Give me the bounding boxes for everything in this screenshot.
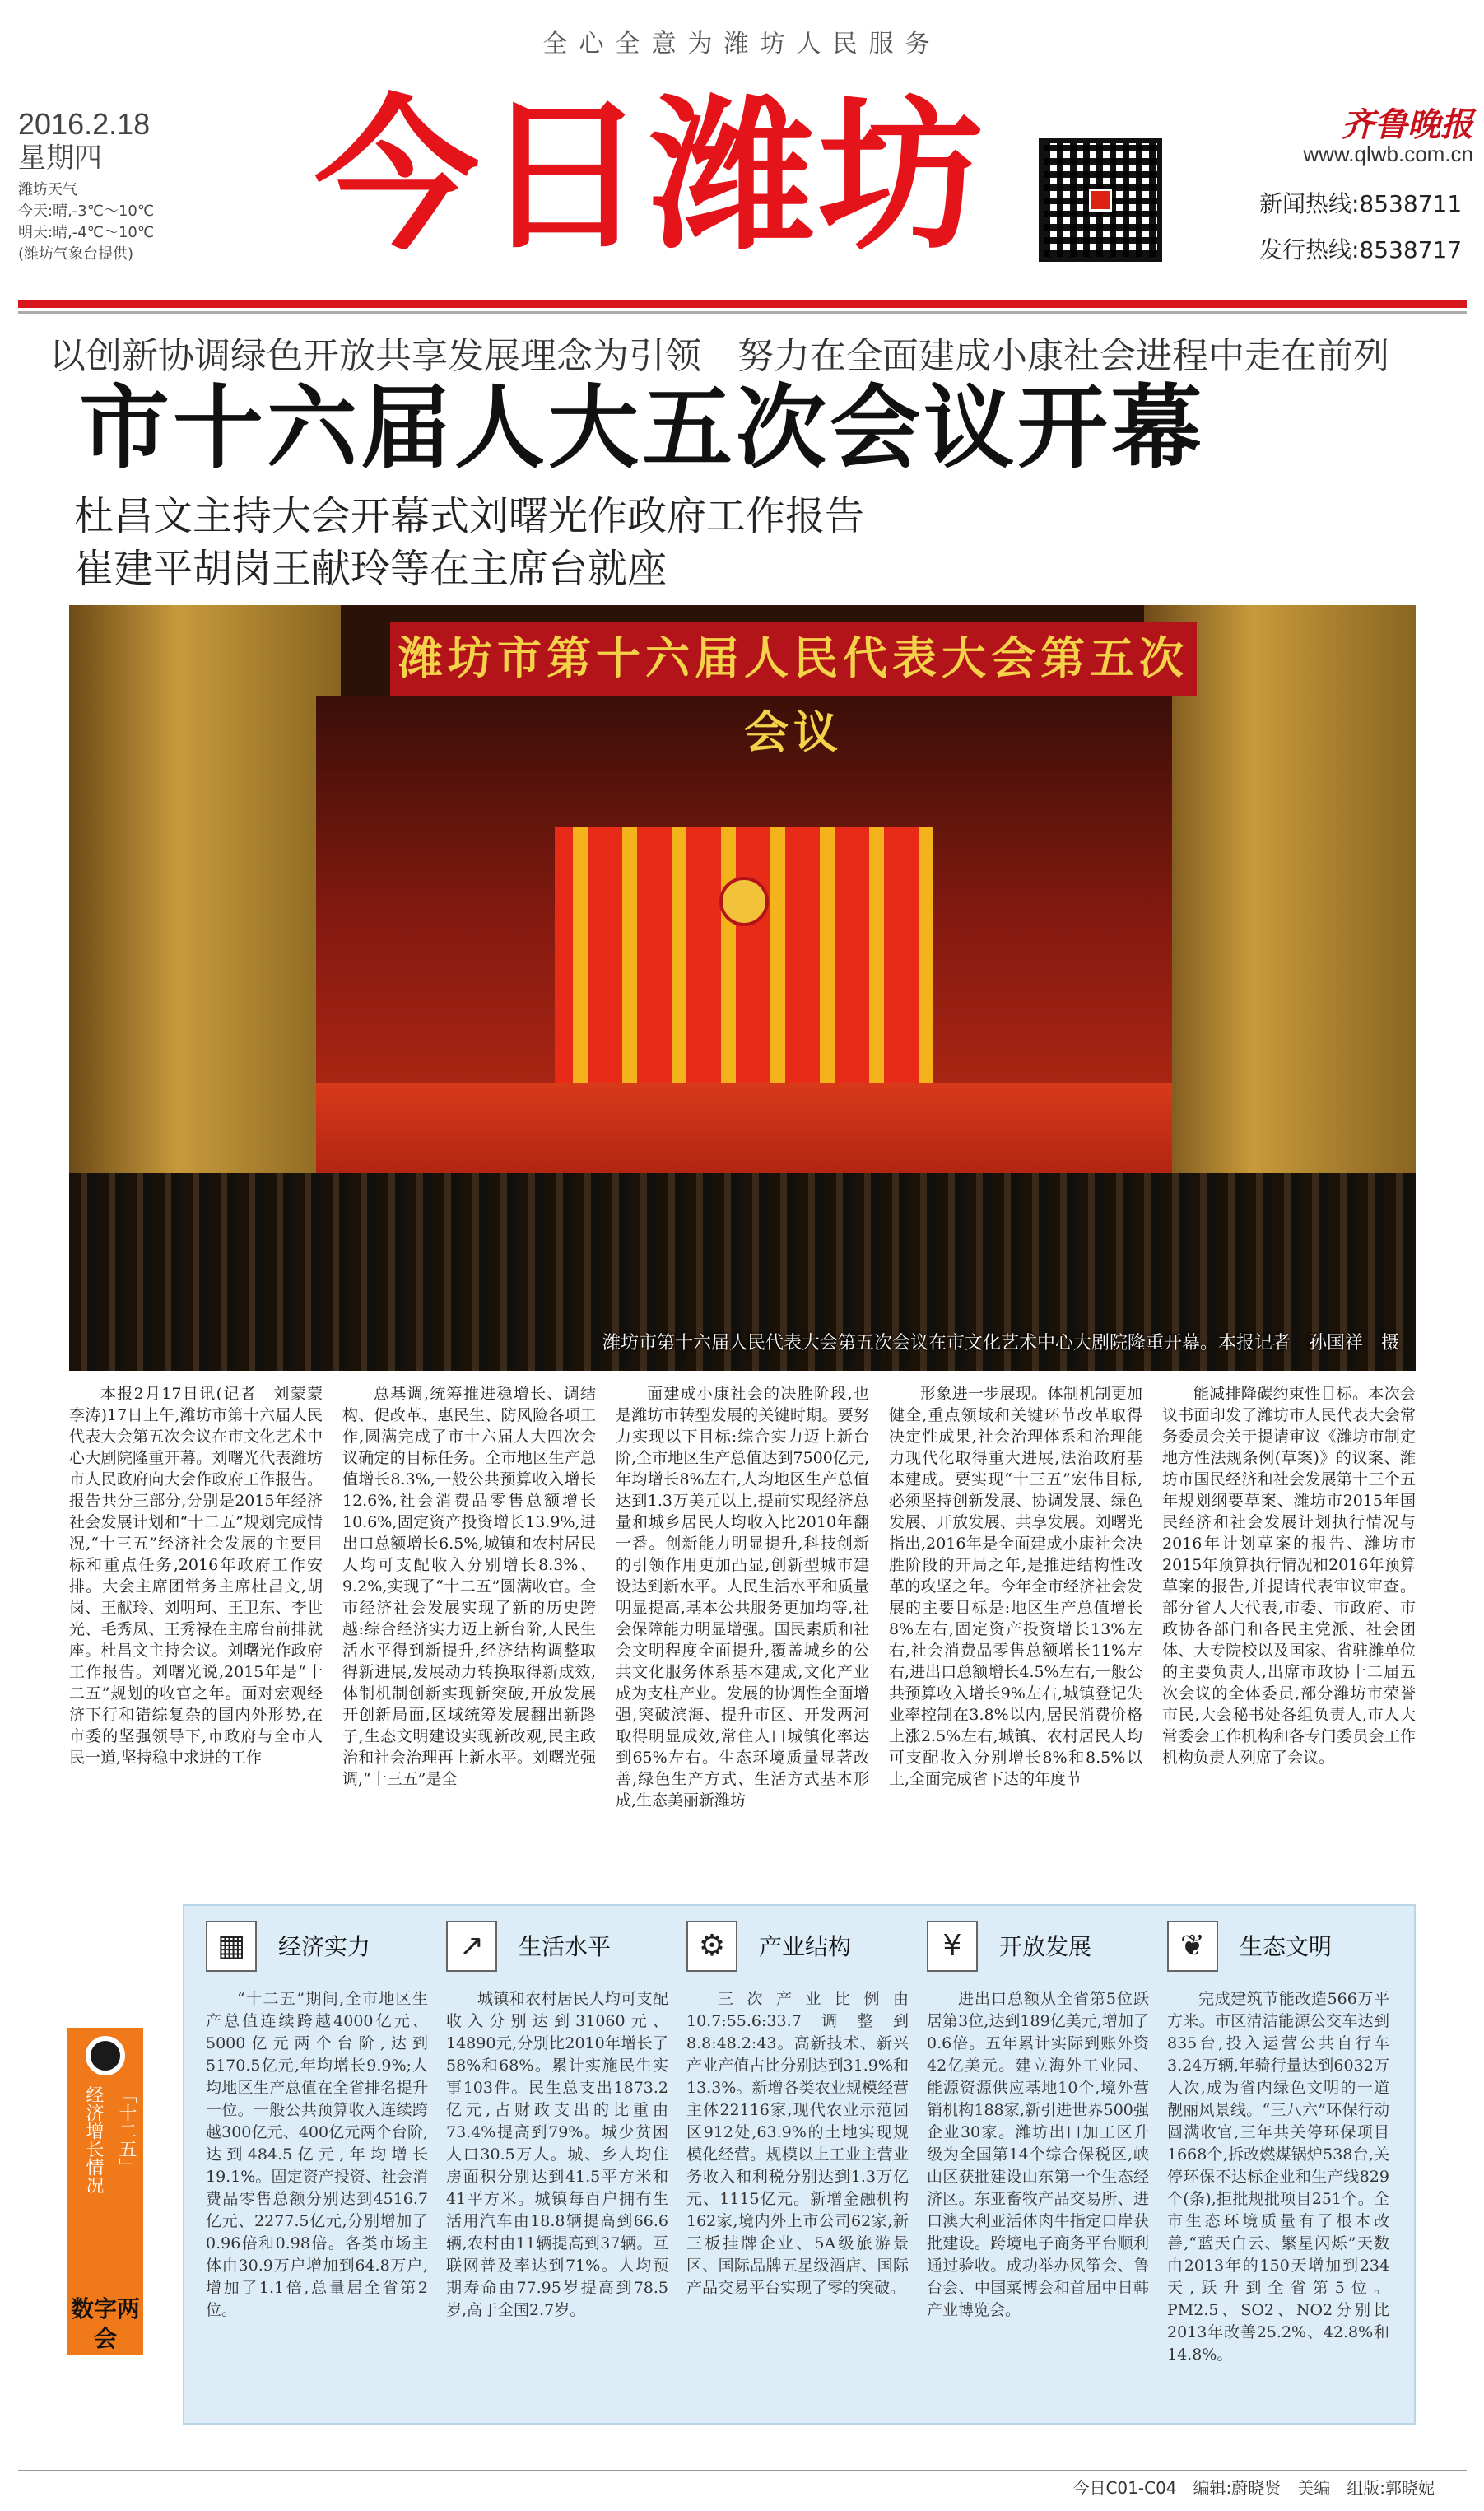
sidebar-text-1: 经济增长情况 xyxy=(83,2085,104,2194)
article-subhead-1: 杜昌文主持大会开幕式刘曙光作政府工作报告 xyxy=(74,493,865,539)
date-weather-block xyxy=(18,107,265,265)
infobox-tab-label: 产业结构 xyxy=(759,1933,852,1960)
infobox-text-industry xyxy=(686,1988,909,2416)
qr-code-icon[interactable] xyxy=(1039,138,1162,262)
page-footer: 今日C01-C04 编辑:蔚晓贤 美编 组版:郭晓妮 xyxy=(1072,2478,1435,2498)
infobox-paragraph: “十二五”期间,全市地区生产总值连续跨越4000亿元、5000亿元两个台阶,达到5170.5亿元,年均增长9.9%;人均地区生产总值在全省排名提升一位。一般公共预算收入连续跨越300亿元、400亿元两个台阶,达到484.5亿元,年均增长19.1%。固定资产投资、社会消费品零售总额分别达到4516.7亿元、2277.5亿元,分别增加了0.96倍和0.98倍。各类市场主体由30.9万户增加到64.8万户,增加了1.1倍,总量居全省第2位。 xyxy=(206,1990,428,2319)
article-paragraph: 总基调,统筹推进稳增长、调结构、促改革、惠民生、防风险各项工作,圆满完成了市十六届人大四次会议确定的目标任务。全市地区生产总值增长8.3%,一般公共预算收入增长12.6%,社会消费品零售总额增长10.6%,固定资产投资增长13.9%,进出口总额增长6.5%,城镇和农村居民人均可支配收入分别增长8.3%、9.2%,实现了“十二五”圆满收官。全市经济社会发展实现了新的历史跨越:综合经济实力迈上新台阶,人民生活水平得到新提升,经济结构调整取得新进展,发展动力转换取得新成效,体制机制创新实现新突破,开放发展开创新局面,区域统筹发展翻出新路子,生态文明建设实现新改观,民主政治和社会治理再上新水平。刘曙光强调,“十三五”是全 xyxy=(342,1385,596,1788)
gear-icon: ⚙ xyxy=(686,1921,737,1972)
infobox-tab-label: 生态文明 xyxy=(1240,1933,1333,1960)
weather-title: 潍坊天气 xyxy=(18,181,77,198)
weather-tomorrow: 明天:晴,-4℃～10℃ xyxy=(18,224,155,241)
article-column-3 xyxy=(616,1383,869,1898)
brand-logo: 齐鲁晚报 xyxy=(1342,105,1473,144)
infobox-paragraph: 城镇和农村居民人均可支配收入分别达到31060元、14890元,分别比2010年增长了58%和68%。累计实施民生实事103件。民生总支出1873.2亿元,占财政支出的比重由73.4%提高到79%。城少贫困人口30.5万人。城、乡人均住房面积分别达到41.5平方米和41平方米。城镇每百户拥有生活用汽车由18.8辆提高到66.6辆,农村由11辆提高到37辆。互联网普及率达到71%。人均预期寿命由77.95岁提高到78.5岁,高于全国2.7岁。 xyxy=(446,1990,668,2319)
article-column-1 xyxy=(69,1383,339,1898)
article-kicker: 以创新协调绿色开放共享发展理念为引领 努力在全面建成小康社会进程中走在前列 xyxy=(49,335,1389,377)
brand-url[interactable]: www.qlwb.com.cn xyxy=(1303,142,1473,166)
issue-date: 2016.2.18 xyxy=(18,107,151,141)
infobox-tab-label: 开放发展 xyxy=(999,1933,1092,1960)
article-column-4 xyxy=(889,1383,1142,1898)
article-paragraph: 形象进一步展现。体制机制更加健全,重点领域和关键环节改革取得决定性成果,社会治理体系和治理能力现代化取得重大进展,法治政府基本建成。要实现“十三五”宏伟目标,必须坚持创新发展、协调发展、绿色发展、开放发展、共享发展。刘曙光指出,2016年是全面建成小康社会决胜阶段的开局之年,是推进结构性改革的攻坚之年。今年全市经济社会发展的主要目标是:地区生产总值增长8%左右,固定资产投资增长13%左右,社会消费品零售总额增长11%左右,进出口总额增长4.5%左右,一般公共预算收入增长9%左右,城镇登记失业率控制在3.8%以内,居民消费价格上涨2.5%左右,城镇、农村居民人均可支配收入分别增长8%和8.5%以上,全面完成省下达的年度节 xyxy=(889,1385,1142,1788)
footer-rule xyxy=(18,2470,1467,2471)
infobox-tab-label: 生活水平 xyxy=(519,1933,612,1960)
article-subhead-2: 崔建平胡岗王献玲等在主席台就座 xyxy=(74,546,668,592)
infobox-text-economy xyxy=(206,1988,428,2416)
qr-center-logo-icon xyxy=(1089,189,1112,212)
infobox-panel xyxy=(183,1904,1416,2425)
slogan: 全心全意为潍坊人民服务 xyxy=(542,30,942,58)
photo-dais xyxy=(316,1083,1172,1173)
coins-icon: ▦ xyxy=(206,1921,257,1972)
infobox-paragraph: 完成建筑节能改造566万平方米。市区清洁能源公交车达到835台,投入运营公共自行车3.24万辆,年骑行量达到6032万人次,成为省内绿色文明的一道靓丽风景线。“三八六”环保行动圆满收官,三年共关停环保项目1668个,拆改燃煤锅炉538台,关停环保不达标企业和生产线829个(条),拒批规批项目251个。全市生态环境质量有了根本改善,“蓝天白云、繁星闪烁”天数由2013年的150天增加到234天,跃升到全省第5位。PM2.5、SO2、NO2分别比2013年改善25.2%、42.8%和14.8%。 xyxy=(1167,1990,1389,2364)
header-rule xyxy=(18,300,1467,308)
weather-source: (潍坊气象台提供) xyxy=(18,245,134,263)
header-rule-thin xyxy=(18,311,1467,314)
weather-today: 今天:晴,-3℃～10℃ xyxy=(18,203,155,220)
photo-banner: 潍坊市第十六届人民代表大会第五次会议 xyxy=(390,622,1197,696)
infobox-paragraph: 三次产业比例由10.7:55.6:33.7调整到8.8:48.2:43。高新技术、新兴产业产值占比分别达到31.9%和13.3%。新增各类农业规模经营主体22116家,现代农业示范园区912处,63.9%的土地实现规模化经营。规模以上工业主营业务收入和利税分别达到1.3万亿元、1115亿元。新增金融机构162家,境内外上市公司62家,新三板挂牌企业、5A级旅游景区、国际品牌五星级酒店、国际产品交易平台实现了零的突破。 xyxy=(686,1990,909,2297)
news-hotline: 新闻热线:8538711 xyxy=(1259,190,1463,217)
infobox-text-opening xyxy=(927,1988,1149,2416)
sidebar-big-label: 数字两会 xyxy=(67,2291,143,2355)
article-paragraph: 能减排降碳约束性目标。本次会议书面印发了潍坊市人民代表大会常务委员会关于提请审议《潍坊市制定地方性法规条例(草案)》的议案、潍坊市国民经济和社会发展第十三个五年规划纲要草案、潍坊市2015年国民经济和社会发展计划执行情况与2016年计划草案的报告、潍坊市2015年预算执行情况和2016年预算草案的报告,并提请代表审议审查。部分省人大代表,市委、市政府、市政协各部门和各民主党派、社会团体、大专院校以及国家、省驻潍单位的主要负责人,出席市政协十二届五次会议的全体委员,部分潍坊市荣誉市民,大会秘书处各组负责人,市人大常委会工作机构和各专门委员会工作机构负责人列席了会议。 xyxy=(1162,1385,1416,1767)
leaf-icon: ❦ xyxy=(1167,1921,1218,1972)
lead-photo xyxy=(69,605,1416,1371)
infobox-sidebar xyxy=(67,2028,143,2291)
infobox-tab-label: 经济实力 xyxy=(278,1933,371,1960)
article-body xyxy=(69,1383,1416,1898)
article-paragraph: 面建成小康社会的决胜阶段,也是潍坊市转型发展的关键时期。要努力实现以下目标:综合实力迈上新台阶,全市地区生产总值达到7500亿元,年均增长8%左右,人均地区生产总值达到1.3万美元以上,提前实现经济总量和城乡居民人均收入比2010年翻一番。创新能力明显提升,科技创新的引领作用更加凸显,创新型城市建设达到新水平。人民生活水平和质量明显提高,基本公共服务更加均等,社会保障能力明显增强。国民素质和社会文明程度全面提升,覆盖城乡的公共文化服务体系基本建成,文化产业成为支柱产业。发展的协调性全面增强,突破滨海、提升市区、开发两河取得明显成效,常住人口城镇化率达到65%左右。生态环境质量显著改善,绿色生产方式、生活方式基本形成,生态美丽新潍坊 xyxy=(616,1385,869,1810)
article-paragraph: 本报2月17日讯(记者 刘蒙蒙 李涛)17日上午,潍坊市第十六届人民代表大会第五次会议在市文化艺术中心大剧院隆重开幕。刘曙光代表潍坊市人民政府向大会作政府工作报告。报告共分三部分,分别是2015年经济社会发展计划和“十二五”规划完成情况,“十三五”经济社会发展的主要目标和重点任务,2016年政府工作安排。大会主席团常务主席杜昌文,胡岗、王献玲、刘明珂、王卫东、李世光、毛秀凤、王秀禄在主席台前排就座。杜昌文主持会议。刘曙光作政府工作报告。刘曙光说,2015年是“十二五”规划的收官之年。面对宏观经济下行和错综复杂的国内外形势,在市委的坚强领导下,市政府与全市人民一道,坚持稳中求进的工作 xyxy=(69,1385,339,1767)
photo-caption: 潍坊市第十六届人民代表大会第五次会议在市文化艺术中心大剧院隆重开幕。本报记者 孙国祥 摄 xyxy=(602,1333,1399,1353)
infobox-paragraph: 进出口总额从全省第5位跃居第3位,达到189亿美元,增加了0.6倍。五年累计实际到账外资42亿美元。建立海外工业园、能源资源供应基地10个,境外营销机构188家,新引进世界500强企业30家。潍坊出口加工区升级为全国第14个综合保税区,峡山区获批建设山东第一个生态经济区。东亚畜牧产品交易所、进口澳大利亚活体肉牛指定口岸获批建设。跨境电子商务平台顺利通过验收。成功举办风筝会、鲁台会、中国菜博会和首届中日韩产业博览会。 xyxy=(927,1990,1149,2319)
sidebar-text-2: 「十二五」 xyxy=(116,2085,137,2176)
infobox-text-living xyxy=(446,1988,668,2416)
eye-icon xyxy=(86,2036,125,2075)
issue-weekday: 星期四 xyxy=(18,142,102,175)
infobox-text-ecology xyxy=(1167,1988,1389,2416)
photo-pillar-left xyxy=(69,605,341,1181)
photo-flags xyxy=(555,827,933,1083)
article-column-2 xyxy=(342,1383,596,1898)
yuan-icon: ¥ xyxy=(927,1921,978,1972)
national-emblem-icon xyxy=(719,877,769,926)
trend-arrow-icon: ↗ xyxy=(446,1921,497,1972)
masthead-title: 今日潍坊 xyxy=(314,81,986,273)
article-column-5 xyxy=(1162,1383,1416,1898)
issue-hotline: 发行热线:8538717 xyxy=(1259,236,1463,263)
article-headline: 市十六届人大五次会议开幕 xyxy=(79,375,1205,481)
